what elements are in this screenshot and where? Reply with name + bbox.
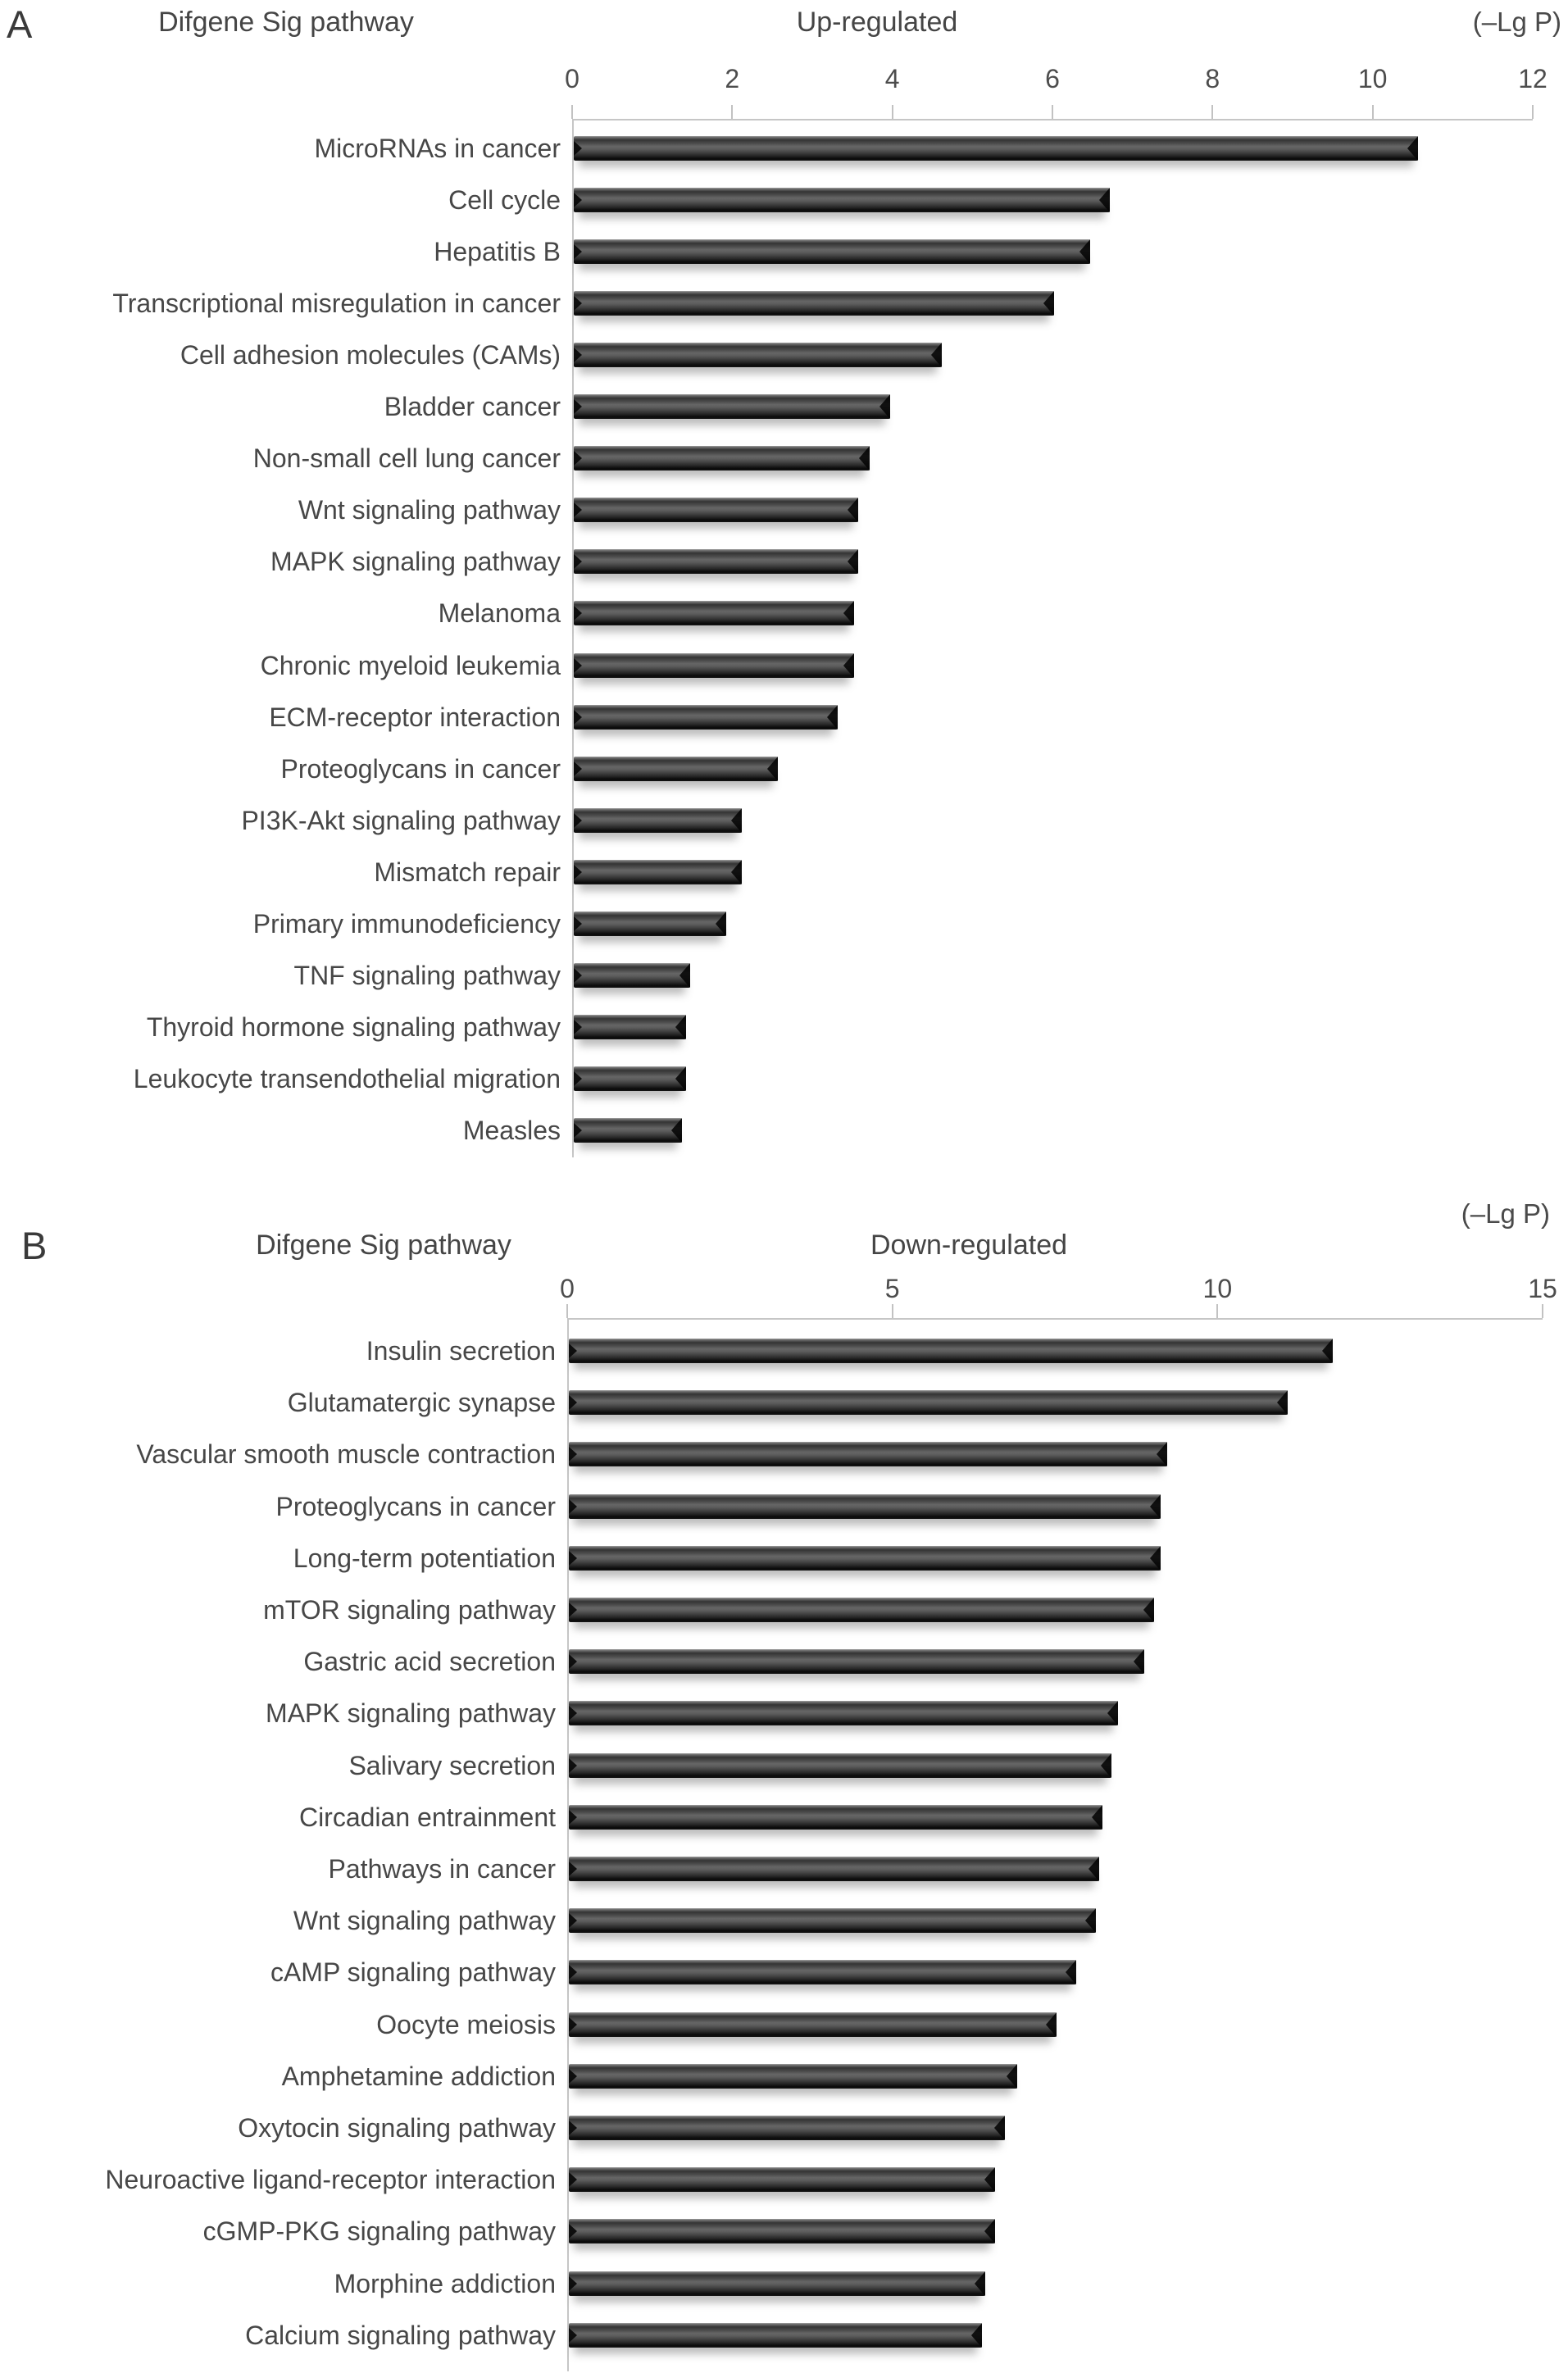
category-label: Wnt signaling pathway [293, 1906, 556, 1936]
bar [574, 601, 854, 625]
bar [574, 1118, 682, 1143]
x-axis-tick [566, 1304, 568, 1318]
category-label: Mismatch repair [374, 857, 561, 887]
y-axis-line [572, 119, 574, 1157]
x-tick-label: 0 [560, 1274, 575, 1303]
plot-area-down [0, 1197, 1568, 2373]
x-tick-label: 0 [565, 64, 579, 93]
x-axis-tick [1052, 105, 1053, 119]
bar [569, 1649, 1144, 1674]
category-label: Calcium signaling pathway [245, 2320, 556, 2350]
bar [569, 2323, 982, 2348]
category-label: Oxytocin signaling pathway [238, 2113, 556, 2143]
category-label: PI3K-Akt signaling pathway [241, 805, 561, 835]
bar [574, 705, 838, 730]
x-tick-label: 12 [1518, 64, 1548, 93]
bar [569, 2219, 995, 2243]
bar [569, 2167, 995, 2192]
bar [574, 860, 742, 884]
bar [569, 1390, 1288, 1415]
category-label: Morphine addiction [334, 2268, 556, 2298]
category-label: Bladder cancer [384, 392, 561, 422]
bar [574, 446, 870, 471]
category-label: Chronic myeloid leukemia [260, 650, 561, 680]
panel-letter: A [7, 2, 34, 46]
bar [574, 498, 858, 522]
bar [569, 1442, 1167, 1466]
x-tick-label: 8 [1205, 64, 1220, 93]
x-axis-tick [892, 1304, 893, 1318]
bar [574, 239, 1090, 264]
category-label: Melanoma [438, 598, 561, 629]
bar [569, 1546, 1161, 1571]
category-label: Amphetamine addiction [281, 2061, 556, 2091]
category-label: MicroRNAs in cancer [314, 134, 561, 163]
bar [574, 1066, 686, 1091]
bar [569, 2116, 1005, 2140]
bar [569, 1701, 1118, 1725]
bar [574, 911, 726, 936]
pathway-column-header: Difgene Sig pathway [158, 7, 414, 38]
bar [569, 1908, 1096, 1933]
panel-b-down-regulated [0, 1197, 1568, 2373]
x-tick-label: 6 [1045, 64, 1060, 93]
x-axis-line [567, 1318, 1543, 1320]
category-label: Vascular smooth muscle contraction [136, 1439, 556, 1470]
category-label: MAPK signaling pathway [266, 1698, 556, 1729]
category-label: Neuroactive ligand-receptor interaction [105, 2165, 556, 2195]
category-label: Insulin secretion [366, 1336, 556, 1366]
bar [569, 1805, 1102, 1830]
x-axis-line [572, 119, 1533, 120]
category-label: Gastric acid secretion [303, 1647, 556, 1677]
category-label: MAPK signaling pathway [270, 547, 561, 577]
axis-unit-label: (–Lg P) [1461, 1198, 1550, 1229]
category-label: Oocyte meiosis [376, 2009, 556, 2039]
bar [574, 963, 690, 988]
category-label: cGMP-PKG signaling pathway [202, 2216, 556, 2247]
category-label: Thyroid hormone signaling pathway [146, 1011, 561, 1042]
y-axis-line [567, 1318, 569, 2371]
x-tick-label: 5 [884, 1274, 900, 1303]
bar [574, 394, 890, 419]
x-tick-label: 10 [1357, 64, 1388, 93]
category-label: Salivary secretion [348, 1750, 556, 1780]
category-label: Measles [462, 1115, 561, 1145]
category-label: Long-term potentiation [293, 1543, 556, 1573]
bar [574, 343, 942, 367]
category-label: Non-small cell lung cancer [252, 443, 561, 474]
bar [569, 1753, 1111, 1778]
bar [574, 653, 854, 678]
bar [574, 808, 742, 833]
category-label: Pathways in cancer [328, 1854, 556, 1884]
bar [574, 549, 858, 574]
bar [569, 2271, 985, 2296]
x-axis-tick [1211, 105, 1213, 119]
bar [574, 188, 1110, 212]
category-label: Glutamatergic synapse [287, 1388, 556, 1418]
panel-letter: B [21, 1224, 48, 1267]
x-tick-label: 15 [1528, 1274, 1557, 1303]
category-label: Cell adhesion molecules (CAMs) [180, 340, 561, 370]
bar [569, 2012, 1057, 2037]
x-axis-tick [1372, 105, 1374, 119]
bar [569, 2064, 1017, 2089]
category-label: Proteoglycans in cancer [275, 1491, 556, 1521]
x-axis-tick [1216, 1304, 1218, 1318]
bar [569, 1494, 1161, 1519]
category-label: Transcriptional misregulation in cancer [112, 289, 561, 319]
panel-title: Up-regulated [796, 7, 958, 38]
category-label: mTOR signaling pathway [263, 1595, 556, 1625]
category-label: Wnt signaling pathway [298, 495, 561, 525]
category-label: Circadian entrainment [298, 1802, 556, 1832]
x-tick-label: 10 [1202, 1274, 1233, 1303]
category-label: Cell cycle [448, 185, 561, 216]
x-tick-label: 4 [884, 64, 900, 93]
bar [569, 1857, 1099, 1881]
x-tick-label: 2 [725, 64, 740, 93]
bar [574, 291, 1054, 316]
axis-unit-label: (–Lg P) [1472, 7, 1561, 37]
bar [569, 1960, 1076, 1984]
x-axis-tick [1532, 105, 1534, 119]
pathway-column-header: Difgene Sig pathway [256, 1230, 511, 1261]
category-label: cAMP signaling pathway [270, 1957, 556, 1988]
bar [574, 757, 778, 781]
category-label: Hepatitis B [434, 237, 561, 267]
x-axis-tick [571, 105, 573, 119]
x-axis-tick [892, 105, 893, 119]
panel-title: Down-regulated [870, 1230, 1068, 1261]
bar [574, 1015, 686, 1039]
bar [569, 1339, 1333, 1363]
category-label: Leukocyte transendothelial migration [133, 1063, 561, 1093]
x-axis-tick [731, 105, 733, 119]
category-label: TNF signaling pathway [293, 960, 561, 990]
bar [574, 136, 1418, 161]
category-label: Proteoglycans in cancer [280, 753, 561, 784]
bar [569, 1598, 1154, 1622]
category-label: ECM-receptor interaction [269, 702, 561, 732]
x-axis-tick [1542, 1304, 1543, 1318]
category-label: Primary immunodeficiency [252, 908, 561, 939]
